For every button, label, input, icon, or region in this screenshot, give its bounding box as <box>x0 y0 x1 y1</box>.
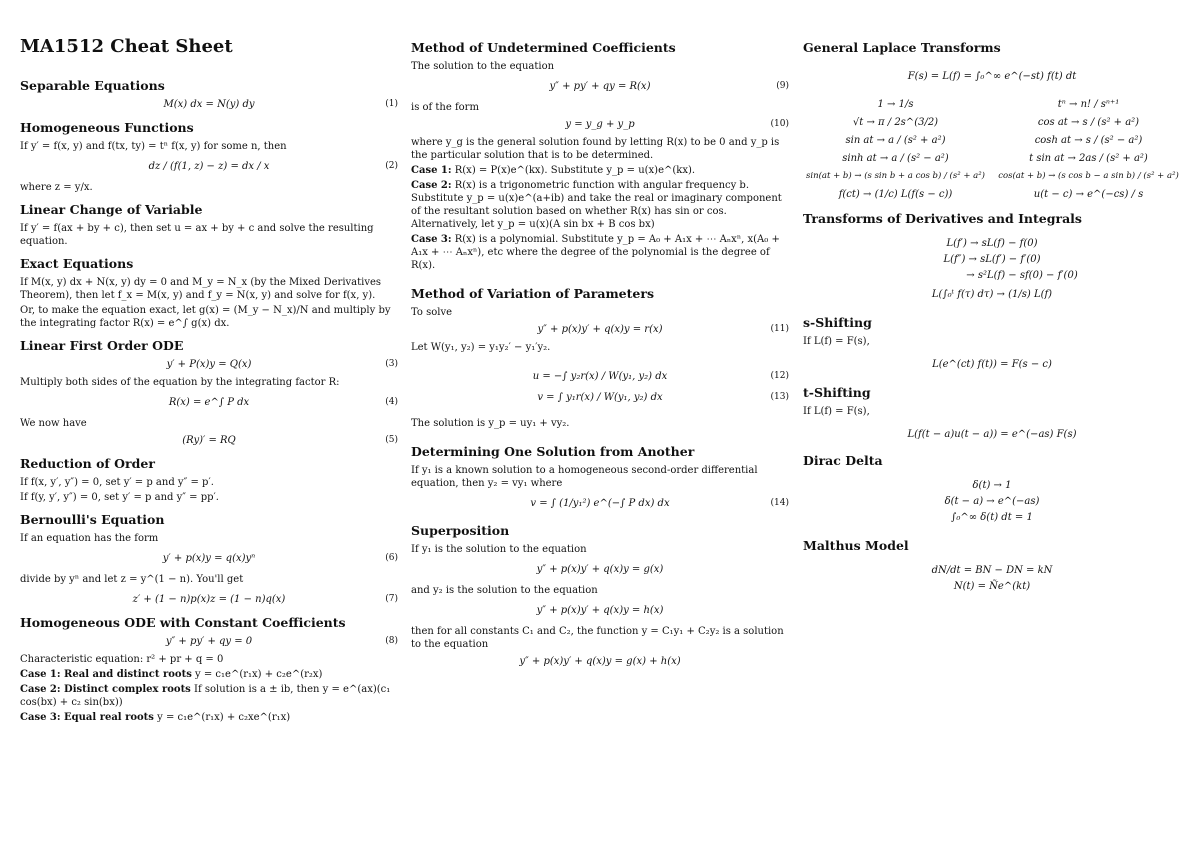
equation-9: y″ + py′ + qy = R(x) (9) <box>549 81 789 92</box>
heading-laplace: General Laplace Transforms <box>803 40 1001 55</box>
text-integrating-factor: Multiply both sides of the equation by the integrating factor R: <box>20 377 340 388</box>
laplace-entry: sin at → a / (s² + a²) <box>845 135 946 146</box>
text-case-2: Case 2: Distinct complex roots If solution is a ± ib, then y = e^(ax)(c₁ cos(bx) + c₂ sin(bx)) <box>20 684 391 708</box>
text-characteristic: Characteristic equation: r² + pr + q = 0 <box>20 654 224 665</box>
equation-3: y′ + P(x)y = Q(x) (3) <box>166 359 398 370</box>
text-exact-1: If M(x, y) dx + N(x, y) dy = 0 and M_y = N_x (by the Mixed Derivatives Theorem), then let f_x = M(x, y) and f_y = N(x, y) and solve for f(x, y). <box>20 277 382 301</box>
text-undetermined-2: is of the form <box>411 102 479 113</box>
text-another: If y₁ is a known solution to a homogeneous second-order differential equation, then y₂ = vy₁ where <box>411 465 758 489</box>
text-uc-case-3: Case 3: R(x) is a polynomial. Substitute y_p = A₀ + A₁x + ⋯ Aₙxⁿ, x(A₀ + A₁x + ⋯ Aₙxⁿ), etc where the degree of the polynomial is the degree of R(x). <box>411 234 780 271</box>
laplace-entry: t sin at → 2as / (s² + a²) <box>1029 153 1148 164</box>
text-undetermined-1: The solution to the equation <box>411 61 555 72</box>
text-superposition-3: then for all constants C₁ and C₂, the function y = C₁y₁ + C₂y₂ is a solution to the equation <box>411 626 784 650</box>
text-superposition-1: If y₁ is the solution to the equation <box>411 544 587 555</box>
heading-malthus: Malthus Model <box>803 538 909 553</box>
equation-1: M(x) dx = N(y) dy (1) <box>163 99 398 110</box>
laplace-entry: 1 → 1/s <box>877 99 914 110</box>
heading-linear-change: Linear Change of Variable <box>20 202 203 217</box>
heading-bernoulli: Bernoulli's Equation <box>20 512 165 527</box>
text-s-shifting: If L(f) = F(s), <box>803 336 870 347</box>
laplace-entry: cosh at → s / (s² − a²) <box>1034 135 1143 146</box>
text-bernoulli-2: divide by yⁿ and let z = y^(1 − n). You'll get <box>20 574 244 585</box>
equation-super-b: y″ + p(x)y′ + q(x)y = h(x) <box>536 605 664 616</box>
heading-variation: Method of Variation of Parameters <box>411 286 654 301</box>
dirac-line-3: ∫₀^∞ δ(t) dt = 1 <box>951 512 1033 523</box>
column-2 <box>411 36 789 673</box>
heading-linear-first: Linear First Order ODE <box>20 338 184 353</box>
equation-11: y″ + p(x)y′ + q(x)y = r(x) (11) <box>537 324 789 335</box>
text-we-now-have: We now have <box>20 418 87 429</box>
laplace-entry: sin(at + b) → (s sin b + a cos b) / (s² + a²) <box>806 171 985 181</box>
heading-dirac: Dirac Delta <box>803 453 883 468</box>
text-homogeneous: If y′ = f(x, y) and f(tx, ty) = tⁿ f(x, y) for some n, then <box>20 141 287 152</box>
heading-separable: Separable Equations <box>20 78 165 93</box>
equation-7: z′ + (1 − n)p(x)z = (1 − n)q(x) (7) <box>132 594 398 605</box>
text-wronskian: Let W(y₁, y₂) = y₁y₂′ − y₁′y₂. <box>411 342 551 353</box>
equation-14: v = ∫ (1/y₁²) e^(−∫ P dx) dx (14) <box>530 498 789 509</box>
heading-derivs: Transforms of Derivatives and Integrals <box>803 211 1082 226</box>
equation-s-shifting: L(e^(ct) f(t)) = F(s − c) <box>932 359 1052 370</box>
equation-2: dz / (f(1, z) − z) = dx / x (2) <box>148 161 398 172</box>
equation-8: y″ + py′ + qy = 0 (8) <box>165 636 398 647</box>
laplace-entry: sinh at → a / (s² − a²) <box>842 153 949 164</box>
heading-t-shifting: t-Shifting <box>803 385 871 400</box>
equation-5: (Ry)′ = RQ (5) <box>182 435 398 446</box>
text-case-3: Case 3: Equal real roots y = c₁e^(r₁x) + c₂xe^(r₁x) <box>20 712 291 723</box>
dirac-line-1: δ(t) → 1 <box>972 480 1012 491</box>
heading-superposition: Superposition <box>411 523 510 538</box>
text-linear-change: If y′ = f(ax + by + c), then set u = ax + by + c and solve the resulting equation. <box>20 223 374 247</box>
text-case-1: Case 1: Real and distinct roots y = c₁e^(r₁x) + c₂e^(r₂x) <box>20 669 323 680</box>
laplace-table <box>803 98 1181 201</box>
heading-undetermined: Method of Undetermined Coefficients <box>411 40 676 55</box>
text-where: where z = y/x. <box>20 182 93 193</box>
equation-t-shifting: L(f(t − a)u(t − a)) = e^(−as) F(s) <box>907 429 1077 440</box>
text-undetermined-3: where y_g is the general solution found by letting R(x) to be 0 and y_p is the particular solution that is to be determined. <box>411 137 780 161</box>
equation-super-a: y″ + p(x)y′ + q(x)y = g(x) <box>536 564 664 575</box>
laplace-entry: u(t − c) → e^(−cs) / s <box>1033 189 1144 200</box>
equation-super-c: y″ + p(x)y′ + q(x)y = g(x) + h(x) <box>519 656 681 667</box>
heading-exact: Exact Equations <box>20 256 134 271</box>
heading-homogeneous: Homogeneous Functions <box>20 120 194 135</box>
equation-12: u = −∫ y₂r(x) / W(y₁, y₂) dx (12) <box>532 371 789 382</box>
equation-4: R(x) = e^∫ P dx (4) <box>168 397 398 408</box>
heading-s-shifting: s-Shifting <box>803 315 872 330</box>
heading-reduction: Reduction of Order <box>20 456 155 471</box>
deriv-line-4: L(∫₀ᵗ f(τ) dτ) → (1/s) L(f) <box>931 289 1053 300</box>
laplace-entry: f(ct) → (1/c) L(f(s − c)) <box>838 189 953 200</box>
text-exact-2: Or, to make the equation exact, let g(x) = (M_y − N_x)/N and multiply by the integrating factor R(x) = e^∫ g(x) dx. <box>20 305 391 329</box>
column-1 <box>20 74 398 726</box>
laplace-entry: cos(at + b) → (s cos b − a sin b) / (s² + a²) <box>998 171 1179 181</box>
malthus-line-2: N(t) = Ñe^(kt) <box>953 581 1031 592</box>
text-uc-case-1: Case 1: R(x) = P(x)e^(kx). Substitute y_p = u(x)e^(kx). <box>411 165 696 176</box>
laplace-entry: √t → π / 2s^(3/2) <box>852 117 939 128</box>
heading-another: Determining One Solution from Another <box>411 444 695 459</box>
equation-laplace-def: F(s) = L(f) = ∫₀^∞ e^(−st) f(t) dt <box>907 71 1077 82</box>
equation-13: v = ∫ y₁r(x) / W(y₁, y₂) dx (13) <box>537 392 789 403</box>
laplace-entry: tⁿ → n! / sⁿ⁺¹ <box>1057 99 1120 110</box>
text-superposition-2: and y₂ is the solution to the equation <box>411 585 598 596</box>
text-to-solve: To solve <box>411 307 453 318</box>
dirac-line-2: δ(t − a) → e^(−as) <box>944 496 1040 507</box>
text-reduction-1: If f(x, y′, y″) = 0, set y′ = p and y″ = p′. <box>20 477 214 488</box>
laplace-entry: cos at → s / (s² + a²) <box>1037 117 1140 128</box>
deriv-line-1: L(f′) → sL(f) − f(0) <box>946 238 1038 249</box>
text-bernoulli-1: If an equation has the form <box>20 533 159 544</box>
text-t-shifting: If L(f) = F(s), <box>803 406 870 417</box>
deriv-line-2: L(f″) → sL(f′) − f′(0) <box>943 254 1041 265</box>
equation-10: y = y_g + y_p (10) <box>565 119 789 130</box>
text-variation-solution: The solution is y_p = uy₁ + vy₂. <box>411 418 570 429</box>
deriv-line-3: → s²L(f) − sf(0) − f′(0) <box>966 270 1078 281</box>
page-title: MA1512 Cheat Sheet <box>20 36 233 57</box>
heading-const-coeff: Homogeneous ODE with Constant Coefficients <box>20 615 346 630</box>
equation-6: y′ + p(x)y = q(x)yⁿ (6) <box>162 553 398 564</box>
column-3 <box>803 36 1181 596</box>
text-reduction-2: If f(y, y′, y″) = 0, set y′ = p and y″ = pp′. <box>20 492 219 503</box>
text-uc-case-2: Case 2: R(x) is a trigonometric function with angular frequency b. Substitute y_p = u(x)e^(a+ib) and take the real or imaginary component of the resultant solution based on whether R(x) has sin or cos. Alternatively, let y_p = u(x)(A sin bx + B cos bx) <box>411 180 782 230</box>
malthus-line-1: dN/dt = BN − DN = kN <box>931 565 1053 576</box>
